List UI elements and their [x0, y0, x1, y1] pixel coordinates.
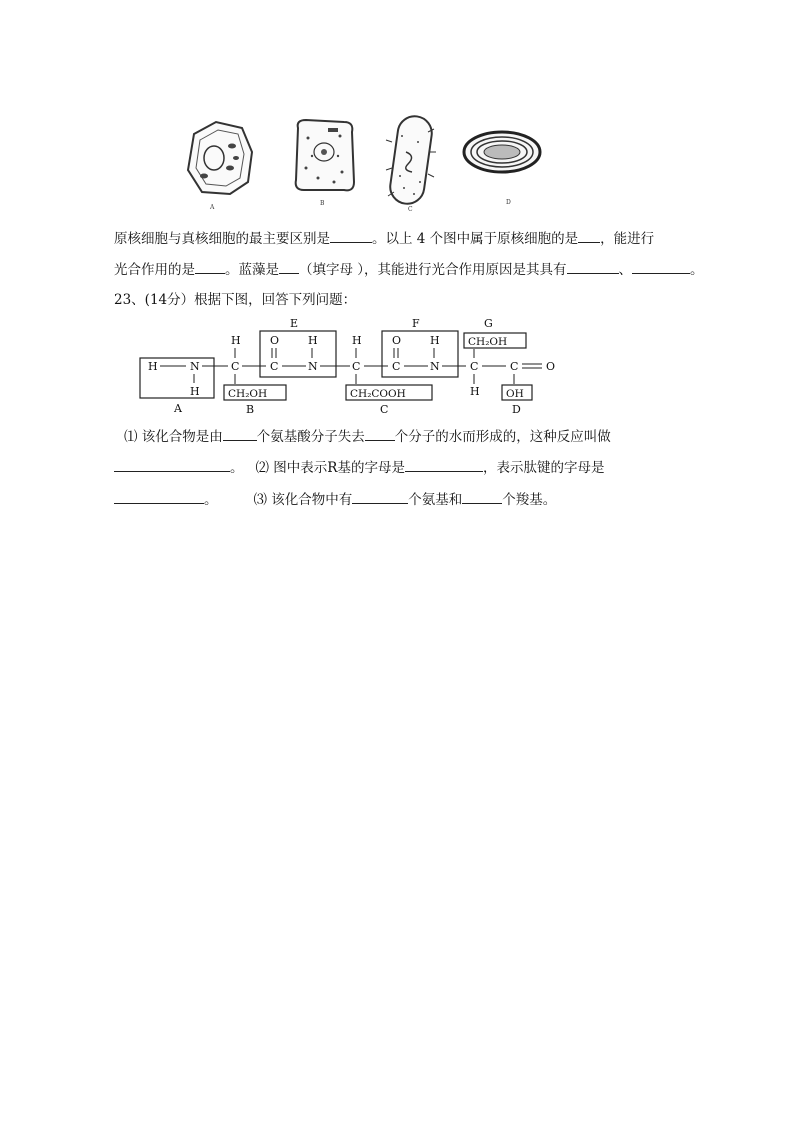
tripeptide-svg: [136, 316, 576, 416]
q23-p1-text-c: 个分子的水而形成的，这种反应叫做: [394, 429, 611, 445]
atom-h-c3: H: [352, 334, 362, 347]
group-b: CH₂OH: [228, 388, 268, 400]
group-d: OH: [506, 388, 524, 400]
figure-label-a: A: [210, 204, 215, 211]
q23-blank-4[interactable]: [405, 458, 483, 472]
cell-figures-svg: [180, 112, 560, 212]
q23-blank-2[interactable]: [365, 427, 395, 441]
atom-o-e: O: [270, 334, 280, 347]
q23-part3-line: [114, 490, 556, 509]
q23-part1-line: [124, 427, 611, 446]
q23-p1-text-b: 个氨基酸分子失去: [256, 429, 365, 445]
q22-blank-1[interactable]: [330, 229, 372, 243]
q23-blank-7[interactable]: [462, 490, 502, 504]
q22-blank-4[interactable]: [279, 260, 299, 274]
q23-p2-text-b: ，表示肽键的字母是: [482, 460, 605, 476]
label-a: A: [174, 402, 182, 415]
q23-heading: 23、(14分）根据下图，回答下列问题：: [114, 292, 357, 308]
atom-h-e: H: [308, 334, 318, 347]
q23-part2-line: [114, 458, 604, 477]
animal-cell-b-illustration: [296, 120, 354, 207]
figure-label-c: C: [408, 206, 413, 212]
q22-text-1b: 。以上 4 个图中属于原核细胞的是: [372, 231, 579, 247]
atom-h-a2: H: [190, 385, 200, 398]
cyanobacterium-d-illustration: [464, 132, 540, 206]
atom-h-c5: H: [470, 385, 480, 398]
q23-p3-end: 。: [204, 492, 218, 508]
q22-text-2b: 。蓝藻是: [225, 262, 279, 278]
q23-blank-5[interactable]: [114, 490, 204, 504]
group-g: CH₂OH: [468, 336, 508, 348]
atom-c3: C: [352, 360, 361, 373]
atom-o-d: O: [546, 360, 556, 373]
label-e: E: [290, 317, 299, 330]
atom-h-c1: H: [231, 334, 241, 347]
q23-p3-text-c: 个羧基。: [502, 492, 557, 508]
q22-text-2end: 。: [690, 262, 704, 278]
atom-h-f: H: [430, 334, 440, 347]
q23-p3-question: ⑶ 该化合物中有: [253, 492, 353, 508]
q22-text-1c: ，能进行: [600, 231, 655, 247]
q23-blank-3[interactable]: [114, 458, 230, 472]
figure-label-d: D: [506, 199, 511, 206]
q23-p2-end: 。: [230, 460, 244, 476]
label-c: C: [380, 403, 389, 416]
cell-figures: [180, 112, 560, 212]
label-g: G: [484, 317, 493, 330]
atom-c5: C: [470, 360, 479, 373]
q22-blank-6[interactable]: [632, 260, 690, 274]
atom-c-f: C: [392, 360, 401, 373]
q22-text-2sep: 、: [618, 262, 633, 278]
atom-h-a1: H: [148, 360, 158, 373]
tripeptide-structure-diagram: [136, 316, 576, 420]
q23-blank-1[interactable]: [223, 427, 257, 441]
atom-n-a: N: [190, 360, 200, 373]
q22-text-1a: 原核细胞与真核细胞的最主要区别是: [114, 231, 330, 247]
q23-p3-text-b: 个氨基和: [408, 492, 463, 508]
atom-c1: C: [231, 360, 240, 373]
group-c: CH₂COOH: [350, 388, 406, 400]
label-b: B: [246, 403, 255, 416]
q22-line-2: [114, 260, 704, 279]
q22-blank-2[interactable]: [578, 229, 600, 243]
q22-text-2a: 光合作用的是: [114, 262, 195, 278]
figure-label-b: B: [320, 200, 325, 207]
q22-blank-3[interactable]: [195, 260, 225, 274]
atom-o-f: O: [392, 334, 402, 347]
q23-p2-question: ⑵ 图中表示R基的字母是: [255, 460, 405, 476]
plant-cell-a-illustration: [188, 122, 252, 211]
atom-n-e: N: [308, 360, 318, 373]
q22-line-1: [114, 229, 654, 248]
atom-c6: C: [510, 360, 519, 373]
atom-c-e: C: [270, 360, 279, 373]
bacterium-c-illustration: [386, 114, 436, 212]
label-d: D: [512, 403, 521, 416]
q23-blank-6[interactable]: [352, 490, 408, 504]
q23-p1-text-a: ⑴ 该化合物是由: [124, 429, 223, 445]
label-f: F: [412, 317, 420, 330]
q22-text-2c: （填字母 ），其能进行光合作用原因是其具有: [299, 262, 567, 278]
atom-n-f: N: [430, 360, 440, 373]
q22-blank-5[interactable]: [567, 260, 619, 274]
